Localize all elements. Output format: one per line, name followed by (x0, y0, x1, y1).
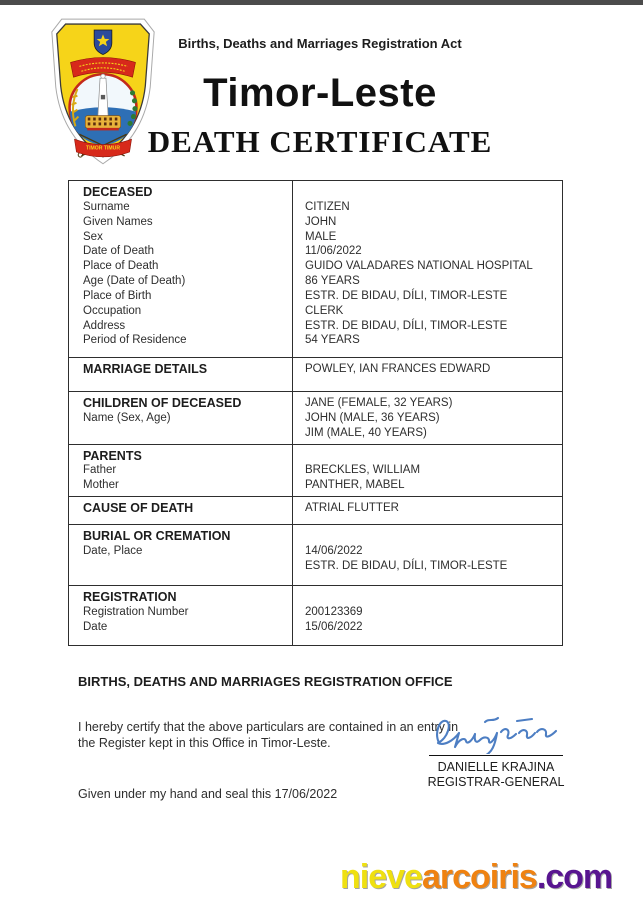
label-cell (69, 181, 293, 357)
spacer-line (305, 590, 556, 605)
bottom-banner-label: TIMOR TIMUR (85, 145, 121, 152)
field-label: Place of Death (83, 260, 159, 273)
section-header: PARENTS (83, 448, 142, 463)
field-value: CITIZEN (305, 200, 350, 213)
given-under-hand-line: Given under my hand and seal this 17/06/2022 (78, 787, 338, 801)
country-title: Timor-Leste (203, 71, 437, 115)
spacer-line (305, 449, 556, 464)
section-registration (69, 585, 562, 645)
field-value: JOHN (MALE, 36 YEARS) (305, 411, 440, 424)
field-label: Address (83, 319, 126, 332)
spacer-line (305, 185, 556, 200)
value-cell (293, 497, 562, 524)
field-value: MALE (305, 230, 337, 243)
field-value: 15/06/2022 (305, 620, 363, 633)
watermark-part-arcoiris: arcoiris (421, 858, 537, 896)
label-cell (69, 525, 293, 585)
field-label: Father (83, 464, 117, 477)
field-label: Period of Residence (83, 334, 187, 347)
field-label: Date, Place (83, 544, 143, 557)
registrar-name: DANIELLE KRAJINA (437, 760, 555, 774)
watermark-part-com: .com (536, 858, 613, 896)
watermark-part-nieve: nieve (340, 858, 422, 896)
field-value: ESTR. DE BIDAU, DÍLI, TIMOR-LESTE (305, 559, 508, 572)
section-header: DECEASED (83, 185, 153, 199)
signature-line (429, 755, 563, 756)
office-heading: BIRTHS, DEATHS AND MARRIAGES REGISTRATION OFFICE (78, 674, 453, 689)
field-value: ESTR. DE BIDAU, DÍLI, TIMOR-LESTE (305, 289, 508, 302)
field-label: Name (Sex, Age) (83, 411, 171, 424)
registrar-title: REGISTRAR-GENERAL (427, 775, 565, 789)
section-cause (69, 496, 562, 524)
building-base (87, 128, 118, 131)
field-value: GUIDO VALADARES NATIONAL HOSPITAL (305, 260, 533, 273)
label-cell (69, 497, 293, 524)
section-header: CAUSE OF DEATH (83, 501, 194, 516)
label-cell (69, 358, 293, 391)
field-label: Registration Number (83, 605, 189, 618)
field-value: 86 YEARS (305, 275, 360, 288)
value-cell (293, 445, 562, 497)
field-label: Sex (83, 230, 103, 243)
field-value: ATRIAL FLUTTER (305, 502, 399, 515)
document-title: DEATH CERTIFICATE (147, 124, 493, 159)
value-cell (293, 181, 562, 357)
field-value: 54 YEARS (305, 334, 360, 347)
value-cell (293, 586, 562, 645)
field-value: 11/06/2022 (305, 245, 362, 258)
field-value: CLERK (305, 304, 344, 317)
field-label: Given Names (83, 215, 153, 228)
field-value: JANE (FEMALE, 32 YEARS) (305, 397, 453, 409)
field-value: 14/06/2022 (305, 544, 363, 557)
field-label: Occupation (83, 304, 142, 317)
field-label: Age (Date of Death) (83, 275, 186, 288)
section-burial (69, 524, 562, 585)
monument-window (101, 95, 105, 99)
top-bar (0, 0, 643, 5)
label-cell (69, 445, 293, 497)
section-children (69, 391, 562, 444)
label-cell (69, 392, 293, 444)
label-cell (69, 586, 293, 645)
act-title: Births, Deaths and Marriages Registration Act (178, 36, 462, 51)
certification-statement: I hereby certify that the above particulars are contained in an entry in the Register kept in this Office in Timor-Leste. (78, 720, 459, 750)
value-cell (293, 358, 562, 391)
field-value: PANTHER, MABEL (305, 479, 405, 492)
field-label: Date (83, 620, 108, 633)
section-parents (69, 444, 562, 497)
header-titles (128, 36, 512, 160)
field-value: ESTR. DE BIDAU, DÍLI, TIMOR-LESTE (305, 319, 508, 332)
value-cell (293, 392, 562, 444)
section-header: CHILDREN OF DECEASED (83, 396, 242, 410)
field-value: JIM (MALE, 40 YEARS) (305, 426, 427, 439)
registrar-signature-icon (429, 710, 563, 754)
field-value: 200123369 (305, 605, 363, 618)
value-cell (293, 525, 562, 585)
section-deceased (69, 181, 562, 357)
section-marriage (69, 357, 562, 391)
section-header: MARRIAGE DETAILS (83, 362, 208, 376)
building (85, 116, 120, 129)
certificate-table (68, 180, 563, 646)
field-value: POWLEY, IAN FRANCES EDWARD (305, 363, 491, 375)
field-label: Mother (83, 479, 119, 492)
field-label: Date of Death (83, 245, 154, 258)
field-value: BRECKLES, WILLIAM (305, 464, 421, 477)
site-watermark (340, 858, 612, 897)
signature-block (418, 710, 574, 790)
spacer-line (305, 529, 556, 544)
section-header: BURIAL OR CREMATION (83, 529, 231, 544)
field-value: JOHN (305, 215, 337, 228)
field-label: Surname (83, 200, 130, 213)
section-header: REGISTRATION (83, 590, 177, 605)
monument-top (101, 74, 105, 78)
field-label: Place of Birth (83, 289, 152, 302)
